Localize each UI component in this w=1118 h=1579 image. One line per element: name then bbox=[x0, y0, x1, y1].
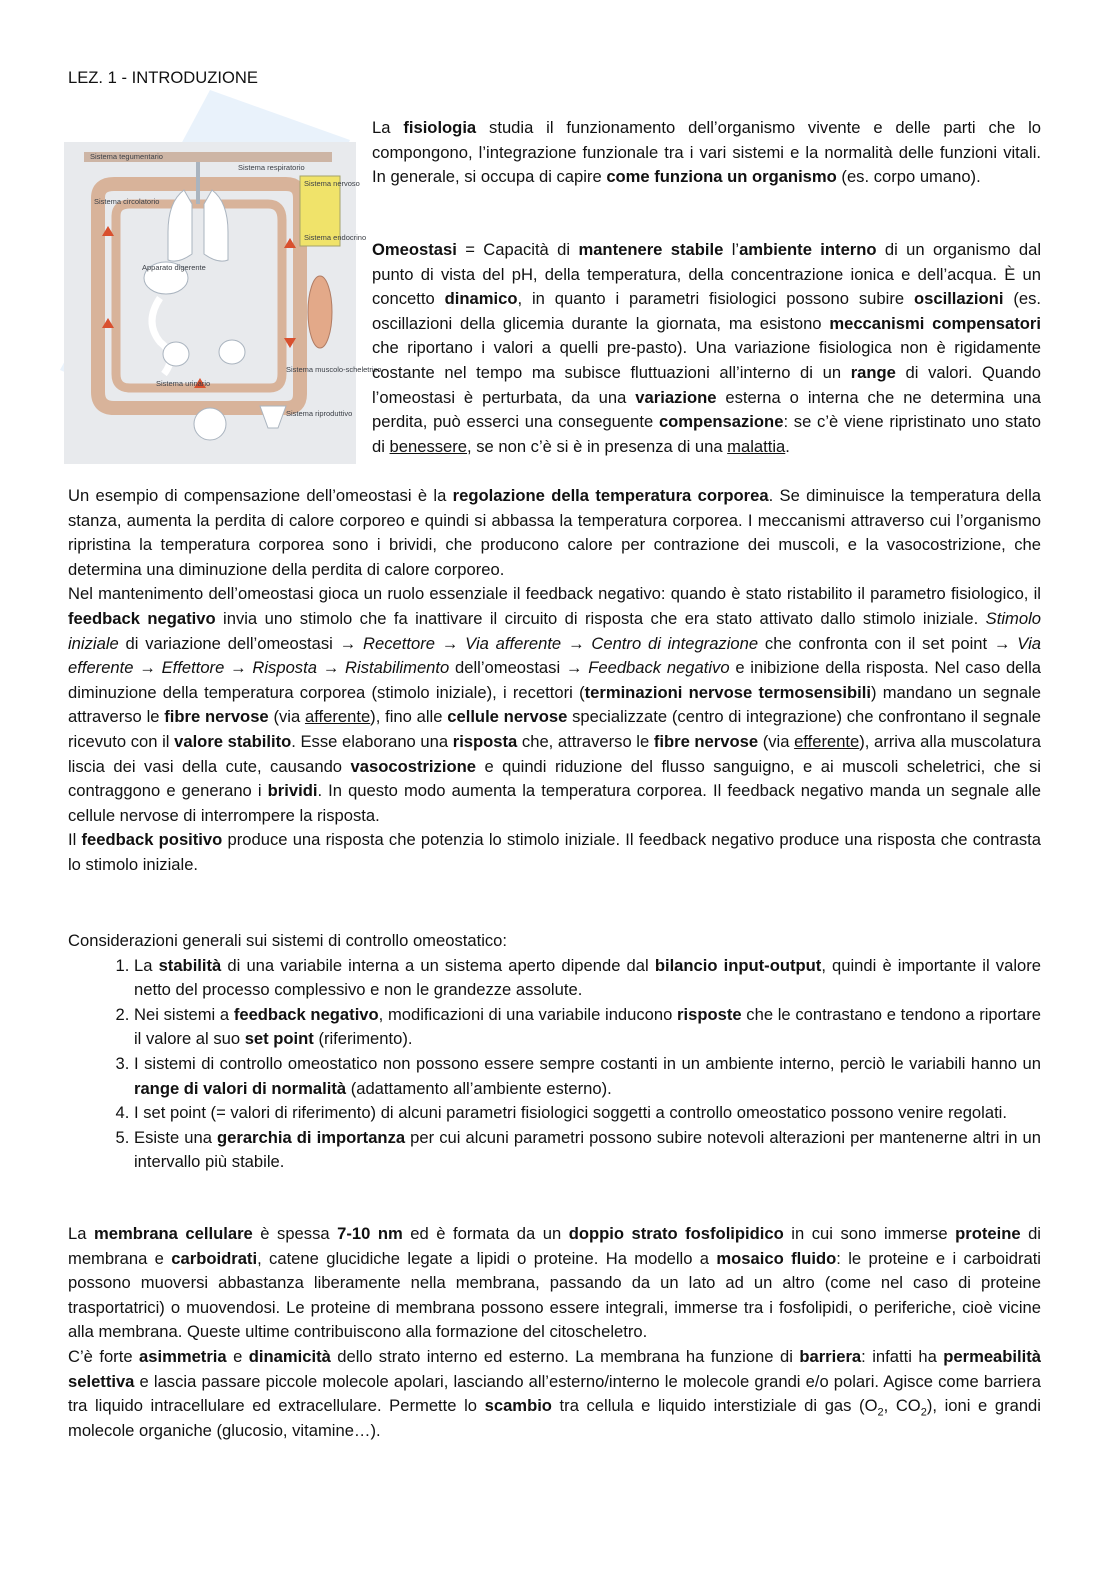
page-title: LEZ. 1 - INTRODUZIONE bbox=[68, 68, 258, 87]
kidney-right-icon bbox=[219, 340, 245, 364]
negative-feedback-paragraph: Nel mantenimento dell’omeostasi gioca un ruolo essenziale il feedback negativo: quando è stato ristabilito il parametro fisiologico, il feedback negativo invia uno stimolo che fa inattivare il circuito di risposta che era stato attivato dallo stimolo iniziale. Stimolo iniziale di variazione dell’omeostasi → Recettore → Via afferente → Centro di integrazione che confronta con il set point → Via efferente → Effettore → Risposta → Ristabilimento dell’omeostasi → Feedback negativo e inibizione della risposta. Nel caso della diminuzione della temperatura corporea (stimolo iniziale), i recettori (terminazioni nervose termosensibili) mandano un segnale attraverso le fibre nervose (via afferente), fino alle cellule nervose specializzate (centro di integrazione) che confrontano il segnale ricevuto con il valore stabilito. Esse elaborano una risposta che, attraverso le fibre nervose (via efferente), arriva alla muscolatura liscia dei vasi della cute, causando vasocostrizione e quindi riduzione del flusso sanguigno, e ai muscoli scheletrici, che si contraggono e generano i brividi. In questo modo aumenta la temperatura corporea. Il feedback negativo manda un segnale alle cellule nervose di interrompere la risposta. bbox=[68, 584, 1042, 825]
list-item: 3. I sistemi di controllo omeostatico non possono essere sempre costanti in un ambiente interno, perciò le variabili hanno un range di valori di normalità (adattamento all’ambiente esterno). bbox=[134, 1052, 1041, 1101]
label-nervoso: Sistema nervoso bbox=[304, 179, 360, 188]
muscle-icon bbox=[308, 276, 332, 348]
list-item: 5. Esiste una gerarchia di importanza per cui alcuni parametri possono subire notevoli alterazioni per mantenerne altri in un intervallo più stabile. bbox=[134, 1126, 1041, 1175]
label-tegumentario: Sistema tegumentario bbox=[90, 152, 163, 161]
considerations-section bbox=[68, 929, 1041, 1175]
membrane-function-paragraph: C’è forte asimmetria e dinamicità dello strato interno ed esterno. La membrana ha funzione di barriera: infatti ha permeabilità selettiva e lascia passare piccole molecole apolari, lasciando all’esterno/interno le molecole grandi e/o polari. Agisce come barriera tra liquido intracellulare ed extracellulare. Permette lo scambio tra cellula e liquido interstiziale di gas ($O_2$, $CO_2$), ioni e grandi molecole organiche (glucosio, vitamine…). bbox=[68, 1346, 1042, 1440]
homeostasis-paragraph: Omeostasi = Capacità di mantenere stabile l’ambiente interno di un organismo dal punto di vista del pH, della temperatura, della concentrazione ionica e dell’acqua. È un concetto dinamico, in quanto i parametri fisiologici possono subire oscillazioni (es. oscillazioni della glicemia durante la giornata, ma esistono meccanismi compensatori che riportano i valori a quelli pre-pasto). Una variazione fisiologica non è rigidamente costante nel tempo ma subisce fluttuazioni all’interno di un range di valori. Quando l’omeostasi è perturbata, da una variazione esterna o interna che ne determina una perdita, può esserci una conseguente compensazione: se c’è viene ripristinato uno stato di benessere, se non c’è si è in presenza di una malattia. bbox=[372, 240, 1042, 456]
membrane-structure-paragraph: La membrana cellulare è spessa 7-10 nm ed è formata da un doppio strato fosfolipidico in cui sono immerse proteine di membrana e carboidrati, catene glucidiche legate a lipidi o proteine. Ha modello a mosaico fluido: le proteine e i carboidrati possono muoversi abbastanza liberamente nella membrana, passando da un lato ad un altro (come nel caso di proteine trasportatrici) o muovendosi. Le proteine di membrana possono essere integrali, immerse tra i fosfolipidi, o periferiche, cioè vicine alla membrana. Queste ultime contribuiscono alla formazione del citoscheletro. bbox=[68, 1224, 1041, 1342]
temperature-example-paragraph: Un esempio di compensazione dell’omeostasi è la regolazione della temperatura corporea. Se diminuisce la temperatura della stanza, aumenta la perdita di calore corporeo e quindi si abbassa la temperatura corporea. I meccanismi attraverso cui l’organismo ripristina la temperatura corporea sono i brividi, che producono calore per contrazione dei muscoli, e la vasocostrizione, che determina una diminuzione della perdita di calore corporeo. bbox=[68, 486, 1041, 579]
body-systems-figure bbox=[64, 142, 382, 464]
kidney-left-icon bbox=[163, 342, 189, 366]
label-respiratorio: Sistema respiratorio bbox=[238, 163, 305, 172]
feedback-section bbox=[68, 484, 1041, 878]
label-riproduttivo: Sistema riproduttivo bbox=[286, 409, 353, 418]
considerations-heading: Considerazioni generali sui sistemi di controllo omeostatico: bbox=[68, 931, 508, 950]
label-urinario: Sistema urinario bbox=[156, 379, 211, 388]
list-item: 1. La stabilità di una variabile interna a un sistema aperto dipende dal bilancio input-output, quindi è importante il valore netto del processo complessivo e non le grandezze assolute. bbox=[134, 954, 1041, 1003]
positive-feedback-paragraph: Il feedback positivo produce una risposta che potenzia lo stimolo iniziale. Il feedback negativo produce una risposta che contrasta lo stimolo iniziale. bbox=[68, 830, 1041, 874]
label-circolatorio: Sistema circolatorio bbox=[94, 197, 160, 206]
list-item: 4. I set point (= valori di riferimento) di alcuni parametri fisiologici soggetti a controllo omeostatico possono venire regolati. bbox=[134, 1101, 1041, 1126]
intro-paragraph: La fisiologia studia il funzionamento dell’organismo vivente e delle parti che lo compongono, l’integrazione funzionale tra i vari sistemi e la normalità delle funzioni vitali. In generale, si occupa di capire come funziona un organismo (es. corpo umano). bbox=[372, 118, 1041, 187]
label-muscolo: Sistema muscolo-scheletrico bbox=[286, 365, 382, 374]
bladder-icon bbox=[194, 408, 226, 440]
membrane-section bbox=[68, 1222, 1041, 1443]
label-digerente: Apparato digerente bbox=[142, 263, 206, 272]
list-item: 2. Nei sistemi a feedback negativo, modificazioni di una variabile inducono risposte che le contrastano e tendono a riportare il valore al suo set point (riferimento). bbox=[134, 1003, 1041, 1052]
label-endocrino: Sistema endocrino bbox=[304, 233, 367, 242]
considerations-list bbox=[68, 954, 1041, 1175]
